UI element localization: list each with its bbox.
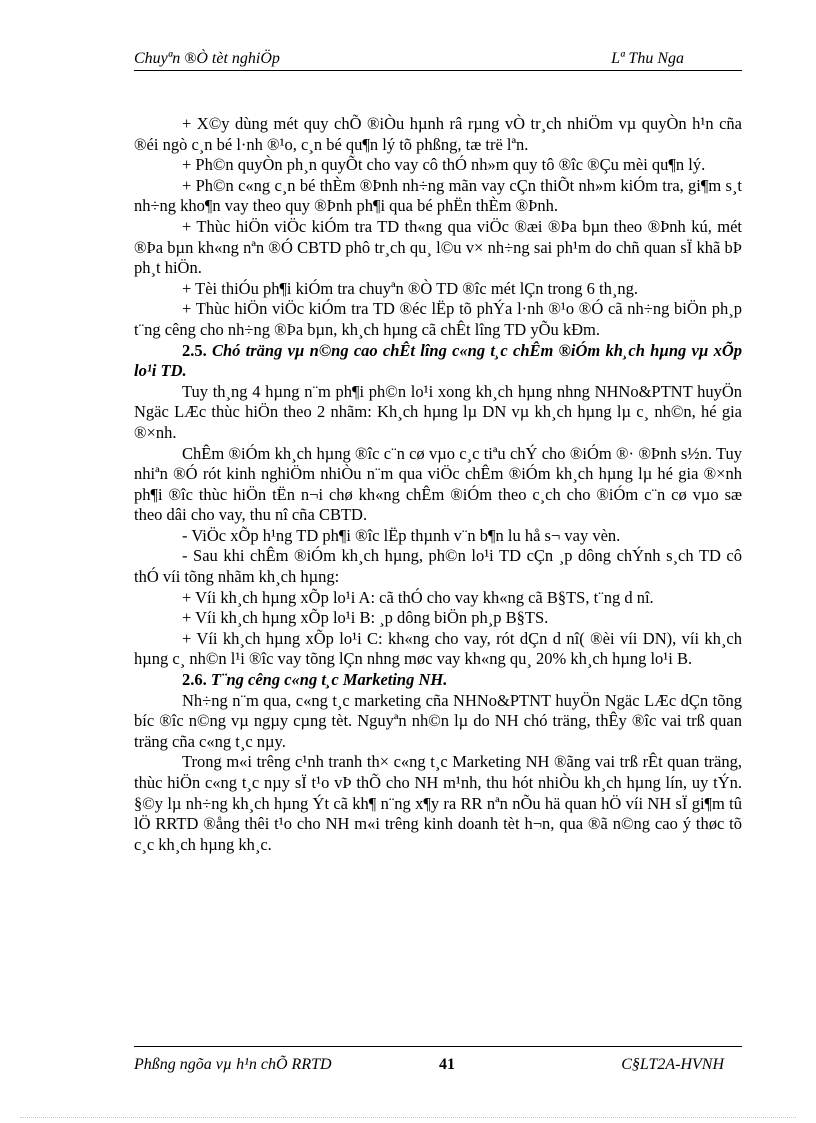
paragraph: + Ph©n c«ng c¸n bé thÈm ®Þnh nh÷ng mãn vay cÇn thiÕt nh»m kiÓm tra, gi¶m s¸t nh÷ng kho¶n vay theo quy ®Þnh ph¶i qua bé phËn thÈm ®Þnh. <box>134 175 742 216</box>
footer-class-code: C§LT2A-HVNH <box>621 1056 724 1073</box>
section-title: Chó träng vµ n©ng cao chÊt lîng c«ng t¸c chÊm ®iÓm kh¸ch hµng vµ xÕp lo¹i TD. <box>134 340 743 381</box>
header-thesis-title: Chuyªn ®Ò tèt nghiÖp <box>134 50 280 67</box>
page-number: 41 <box>439 1056 455 1073</box>
paragraph: ChÊm ®iÓm kh¸ch hµng ®îc c¨n cø vµo c¸c tiªu chÝ cho ®iÓm ®· ®Þnh s½n. Tuy nhiªn ®Ó rót kinh nghiÖm nhiÒu n¨m qua viÖc chÊm ®iÓm kh¸ch hµng lµ hé gia ®×nh ph¶i ®îc thùc hiÖn tËn n¬i chø kh«ng chÊm ®iÓm theo c¸ch cho ®iÓm c¨n cø vµo sæ theo dâi cho vay, thu nî cña CBTD. <box>134 443 742 525</box>
paragraph: + X©y dùng mét quy chÕ ®iÒu hµnh râ rµng vÒ tr¸ch nhiÖm vµ quyÒn h¹n cña ®éi ngò c¸n bé l·nh ®¹o, c¸n bé qu¶n lý tõ phßng, tæ trë lªn. <box>134 114 742 154</box>
section-number: 2.5. <box>182 340 207 360</box>
paragraph: Trong m«i trêng c¹nh tranh th× c«ng t¸c Marketing NH ®ãng vai trß rÊt quan träng, thùc hiÖn c«ng t¸c nµy sÏ t¹o vÞ thÕ cho NH m¹nh, thu hót nhiÒu kh¸ch hµng lín, uy tÝn. §©y lµ nh÷ng kh¸ch hµng Ýt cã kh¶ n¨ng x¶y ra RR nªn nÕu hä quan hÖ víi NH sÏ gi¶m tû lÖ RRTD ®ång thêi t¹o cho NH m«i trêng kinh doanh tèt h¬n, qua ®ã n©ng cao ý thøc tõ c¸c kh¸ch hµng kh¸c. <box>134 752 742 854</box>
paragraph: Tuy th¸ng 4 hµng n¨m ph¶i ph©n lo¹i xong kh¸ch hµng nhng NHNo&PTNT huyÖn Ngäc LÆc thùc hiÖn theo 2 nhãm: Kh¸ch hµng lµ DN vµ kh¸ch hµng lµ c¸ nh©n, hé gia ®×nh. <box>134 381 742 442</box>
section-heading-2-6 <box>134 670 742 691</box>
paragraph: - ViÖc xÕp h¹ng TD ph¶i ®îc lËp thµnh v¨n b¶n lu hå s¬ vay vèn. <box>182 525 621 545</box>
paragraph: + Víi kh¸ch hµng xÕp lo¹i C: kh«ng cho vay, rót dÇn d nî( ®èi víi DN), víi kh¸ch hµng c¸ nh©n l¹i ®îc vay tõng lÇn nhng møc vay kh«ng qu¸ 20% kh¸ch hµng lo¹i B. <box>134 628 742 669</box>
header-author: Lª Thu Nga <box>611 50 684 67</box>
section-heading-2-5 <box>134 341 742 382</box>
section-title: T¨ng cêng c«ng t¸c Marketing NH. <box>210 670 448 690</box>
document-body <box>134 114 742 855</box>
section-number: 2.6. <box>182 670 207 690</box>
paragraph: - Sau khi chÊm ®iÓm kh¸ch hµng, ph©n lo¹i TD cÇn ¸p dông chÝnh s¸ch TD cô thÓ víi tõng nhãm kh¸ch hµng: <box>134 546 742 587</box>
paragraph: + Tèi thiÓu ph¶i kiÓm tra chuyªn ®Ò TD ®îc mét lÇn trong 6 th¸ng. <box>182 278 638 298</box>
paragraph: + Thùc hiÖn viÖc kiÓm tra TD th«ng qua viÖc ®æi ®Þa bµn theo ®Þnh kú, mét ®Þa bµn kh«ng nªn ®Ó CBTD phô tr¸ch qu¸ l©u v× nh÷ng sai ph¹m do chñ quan sÏ khã bÞ ph¸t hiÖn. <box>134 216 742 278</box>
footer-topic: Phßng ngõa vµ h¹n chÕ RRTD <box>134 1056 332 1073</box>
paragraph: + Víi kh¸ch hµng xÕp lo¹i B: ¸p dông biÖn ph¸p B§TS. <box>182 608 549 628</box>
paragraph: + Ph©n quyÒn ph¸n quyÕt cho vay cô thÓ nh»m quy tô ®îc ®Çu mèi qu¶n lý. <box>182 155 706 175</box>
paragraph: Nh÷ng n¨m qua, c«ng t¸c marketing cña NHNo&PTNT huyÖn Ngäc LÆc dÇn tõng bíc ®îc n©ng vµ ngµy cµng tèt. Nguyªn nh©n lµ do NH chó träng, thÊy ®îc vai trß quan träng cña c«ng t¸c nµy. <box>134 690 742 751</box>
page-footer <box>134 1046 742 1073</box>
paragraph: + Thùc hiÖn viÖc kiÓm tra TD ®éc lËp tõ phÝa l·nh ®¹o ®Ó cã nh÷ng biÖn ph¸p t¨ng cêng cho nh÷ng ®Þa bµn, kh¸ch hµng cã chÊt lîng TD yÕu kÐm. <box>134 299 742 339</box>
page-bottom-divider <box>20 1117 796 1118</box>
paragraph: + Víi kh¸ch hµng xÕp lo¹i A: cã thÓ cho vay kh«ng cã B§TS, t¨ng d nî. <box>182 587 654 607</box>
page-header <box>134 48 742 71</box>
